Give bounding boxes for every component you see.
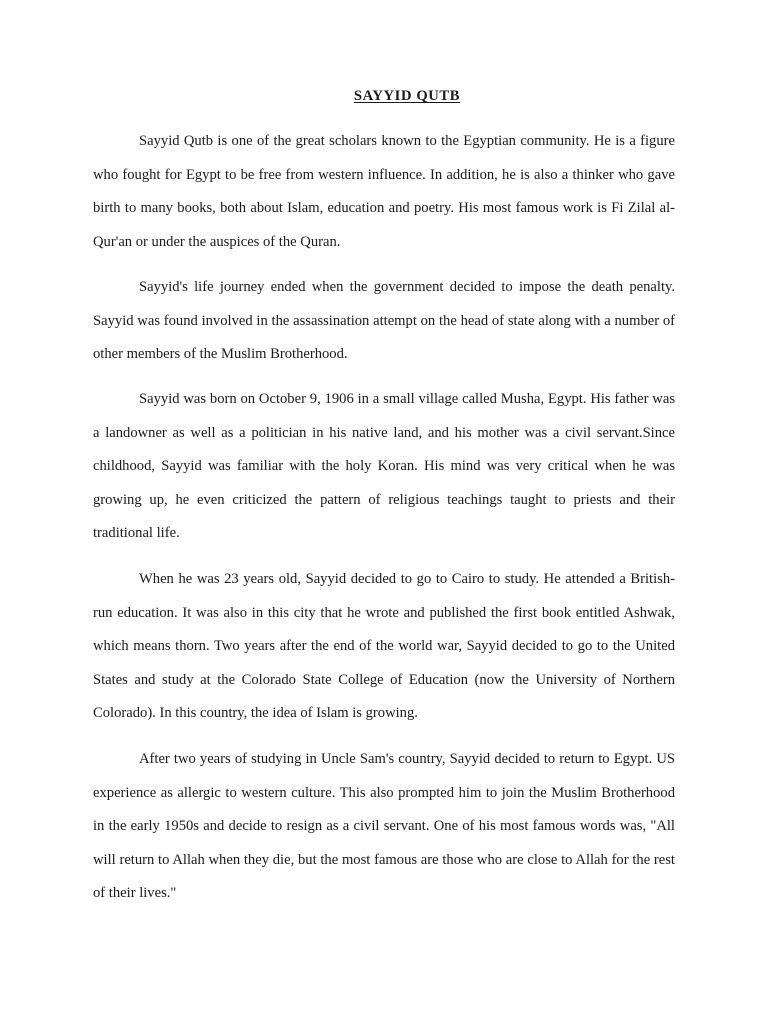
paragraph-return: After two years of studying in Uncle Sam's country, Sayyid decided to return to Egypt. US experience as allergic to western culture. This also prompted him to join the Muslim Brotherhood in the early 1950s and decide to resign as a civil servant. One of his most famous words was, "All will return to Allah when they die, but the most famous are those who are close to Allah for the rest of their lives." <box>93 751 675 902</box>
document-title: SAYYID QUTB <box>353 88 461 104</box>
paragraph-intro: Sayyid Qutb is one of the great scholars known to the Egyptian community. He is a figure who fought for Egypt to be free from western influence. In addition, he is also a thinker who gave birth to many books, both about Islam, education and poetry. His most famous work is Fi Zilal al-Qur'an or under the auspices of the Quran. <box>93 133 675 250</box>
paragraph-education: When he was 23 years old, Sayyid decided to go to Cairo to study. He attended a British-run education. It was also in this city that he wrote and published the first book entitled Ashwak, which means thorn. Two years after the end of the world war, Sayyid decided to go to the United States and study at the Colorado State College of Education (now the University of Northern Colorado). In this country, the idea of Islam is growing. <box>93 571 675 722</box>
paragraph-birth: Sayyid was born on October 9, 1906 in a small village called Musha, Egypt. His father was a landowner as well as a politician in his native land, and his mother was a civil servant.Since childhood, Sayyid was familiar with the holy Koran. His mind was very critical when he was growing up, he even criticized the pattern of religious teachings taught to priests and their traditional life. <box>93 391 675 542</box>
paragraph-death: Sayyid's life journey ended when the government decided to impose the death penalty. Sayyid was found involved in the assassination attempt on the head of state along with a number of other members of the Muslim Brotherhood. <box>93 279 675 363</box>
